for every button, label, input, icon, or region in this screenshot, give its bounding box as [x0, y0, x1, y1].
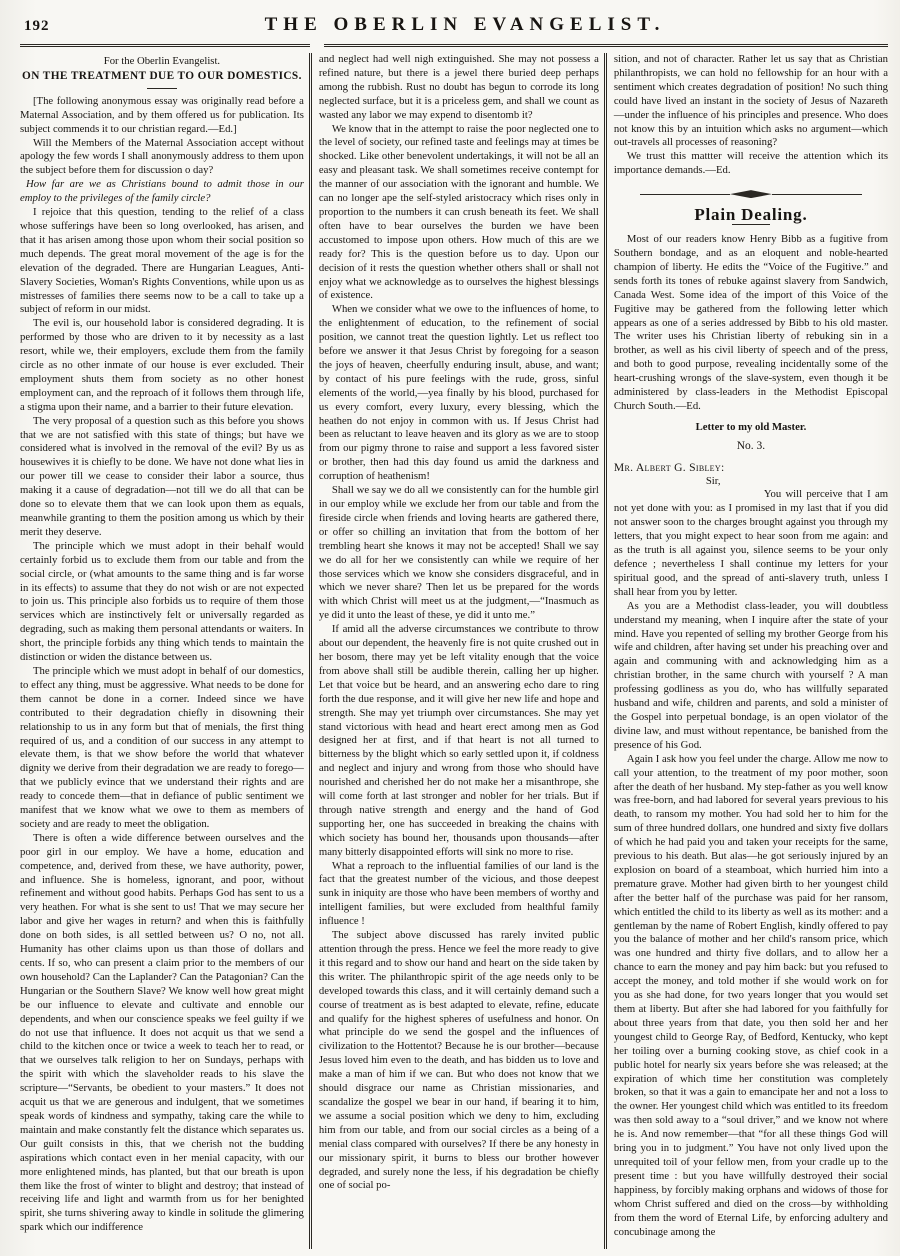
paragraph: The very proposal of a question such as this before you shows that we are not satisfied with this state of things; but have we considered what is involved in the removal of the evil? By us as housewives it is chiefly to be done. We have not done what lies in our power till we cease to consider their labor a source, thus making it a cause of degradation—not till we do all that can be done so to elevate them that we can look upon them as equals, meanwhile granting to them the position among us which by their merit they deserve.	[20, 414, 304, 538]
header-rule-right	[324, 44, 888, 47]
headline-rule	[147, 88, 177, 89]
paragraph: You will perceive that I am not yet done with you: as I promised in my last that if you did not answer soon to the charges brought against you through my letters, that you might expect to hear soon from me again: and as the truth is all against you, silence seems to be your only defence ; nevertheless I shall continue my letters for your spiritual good, and the spread of anti-slavery truth, unless I shall hear from you by letter.	[613, 488, 889, 598]
paragraph: If amid all the adverse circumstances we contribute to throw about our dependent, the heavenly fire is not quite crushed out in her bosom, there may yet be left vitality enough that the voice from above shall still be audible therein, calling her up higher. Let that voice but be heard, and an answering echo dare to ring forth the due response, and it will give her new life and hope and strength. She may yet triumph over circumstances. She may yet stand victorious with head and heart erect among men as God designed her at first, and if that heart is not all turned to bitterness by the blight which so early settled upon it, if coldness and neglect and injury and wrong from those who should have nourished and cherished her do not make her a misanthrope, she will come forth at last stronger and nobler for her trials. But if through native strength and energy and the hand of God supporting her, one has succeeded in breaking the chains with which society has bound her, thousands upon thousands—after many bitterly disappointed efforts will sink no more to rise.	[318, 623, 599, 858]
divider-line	[640, 194, 730, 195]
section-divider	[640, 190, 862, 198]
paragraph: Will the Members of the Maternal Association accept without apology the few words I shall anonymously address to them upon the subject before them for discussion o day?	[20, 136, 304, 177]
letter-addressee: Mr. Albert G. Sibley:	[613, 460, 725, 474]
paragraph: Most of our readers know Henry Bibb as a fugitive from Southern bondage, and as an eloquent and noble-hearted champion of liberty. He edits the “Voice of the Fugitive.” and sends forth its tones of rebuke against slavery from Sandwich, Canada West. Some idea of the import of this Voice of the Fugitive may be gathered from the following letter which appears as one of a series addressed by Bibb to his old master. The writer uses his Christian liberty of rebuking sin in a brother, as well as his civil liberty of speech and of the press, and both to good purpose, revealing incidentally some of the heart-crushing wrongs of the slave-system, even though it be administered by class-leaders in the Methodist Episcopal Church South.—Ed.	[613, 233, 889, 412]
page-header	[0, 0, 900, 40]
editor-closing: We trust this mattter will receive the attention which its importance demands.—Ed.	[613, 150, 889, 177]
letter-number: No. 3.	[736, 439, 766, 452]
divider-diamond-icon	[730, 190, 772, 198]
paragraph: There is often a wide difference between ourselves and the poor girl in our employ. We have a home, education and competence, and, derived from these, we have authority, power, and influence. She is homeless, ignorant, and poor, without refinement and without good habits. Perhaps God has sent to us a very heathen. For what is she sent to us! That we may secure her labor and give her wages in return? and when this is faithfully done on both sides, is all settled between us? O no, not all. Humanity has other claims upon us than those of dollars and cents. If so, who can present a claim prior to the members of our own household? Can the Laplander? Can the Patagonian? Can the Hungarian or the Southern Slave? We know well how great might be our influence to elevate and cultivate and ennoble our dependents, and when our conscience speaks we feel guilty if we do not use that influence. It does not acquit us that we send a child to the kitchen once or twice a week to teach her to read, or that we ourselves talk religion to her on Sundays, perhaps with the spirit with which the slaveholder reads to his slave the scripture—“Servants, be obedient to your masters.” It does not acquit us that we are generous and indulgent, that we sometimes speak words of kindness and sympathy, taking care the while to maintain and make constantly felt the distance which separates us. Our guilt consists in this, that we cherish not the budding aspirations which contact even in her menial capacity, with our more enlightened minds, has planted, but that our breath is upon them like the frost of winter to blight and destroy; that instead of receiving life and light and warmth from us for her benighted spirit, she turns shivering away to kindle in solitude the glimering spark which our indifference	[20, 831, 304, 1234]
masthead-title: THE OBERLIN EVANGELIST.	[264, 14, 666, 35]
article-headline: ON THE TREATMENT DUE TO OUR DOMESTICS.	[22, 69, 302, 82]
paragraph: I rejoice that this question, tending to the relief of a class whose sufferings have been so long overlooked, has arisen, and that it has arisen among those upon whom their social position so much depends. The great moral movement of the age is for the elevation of the degraded. There are Hungarian Leagues, Anti-Slavery Societies, Woman's Rights Conventions, while upon us as mistresses of families there seems now to be a call to take up a subject of reform in our midst.	[20, 206, 304, 316]
paragraph: The subject above discussed has rarely invited public attention through the press. Hence we feel the more ready to give it this regard and to show our hand and heart on the side taken by this writer. The philanthropic spirit of the age needs only to be developed towards this class, and it will certainly demand such a course of treatment as is best adapted to elevate, refine, educate and qualify for the highest spheres of usefulness and honor. On what principle do we send the gospel and the influences of civilization to the Hottentot? Because he is our brother—because Jesus loved him even to the death, and has bidden us to love and make a man of him if we can. But who does not know that we should disgrace our name as Christian missionaries, and scandalize the gospel we bear in our hand, if bearing it to him, we assume a social position which we deny to him, excluding him from our table, and from our social circles as a being of a menial class compared with ourselves? If there be any honesty in our missionary spirit, it burns to bless our brother however degraded, and surely none the less, if his degradation be chiefly one of social po-	[318, 929, 599, 1192]
paragraph: The evil is, our household labor is considered degrading. It is performed by those who are driven to it by necessity as a last resort, while we, their employers, exclude them from the family circle as no other inmate of our house is ever excluded. Their employment shuts them from society as no other honest employment can, and the reproach of it follows them through life, a stigma upon their name, and a barrier to their future elevation.	[20, 317, 304, 413]
column-layout	[0, 47, 900, 1249]
paragraph: Shall we say we do all we consistently can for the humble girl in our employ while we exclude her from our table and from the fireside circle when friends and loving hearts are gathered there, or offer so chilling an invitation that from the bottom of her trembling heart she knows it may not be accepted! Shall we say we do all for her we consistently can while we require of her those services which we know she considers disgraceful, and in which we never share? Then let us be prepared for the words with which Christ will meet us at the judgment,—“Inasmuch as ye did it unto the least of these, ye did it unto me.”	[318, 484, 599, 622]
header-rule-left	[20, 44, 310, 47]
column-3	[604, 53, 890, 1249]
column-1	[20, 53, 309, 1249]
paragraph: What a reproach to the influential families of our land is the fact that the greatest number of the vicious, and those deepest sunk in iniquity are those who have been members of worthy and intelligent families, but were excluded from healthful family influence !	[318, 859, 599, 928]
article-attribution: For the Oberlin Evangelist.	[103, 55, 221, 67]
paragraph: The principle which we must adopt in their behalf would certainly forbid us to exclude them from our table and from the social circle, or (what amounts to the same thing and is far worse in its effects) to assume that they do not wish or are not expected to join us. This principle also forbids us to require of them those services which are instinctively felt or universally regarded as degrading, such as making them personal attendants or waiters. In short, the principle forbids any thing which tends to maintain the distinction or widen the distance between us.	[20, 539, 304, 664]
section-title: Plain Dealing.	[694, 205, 808, 225]
divider-line	[772, 194, 862, 195]
paragraph-question: How far are we as Christians bound to admit those in our employ to the privileges of the family circle?	[20, 178, 304, 205]
letter-title: Letter to my old Master.	[695, 420, 807, 433]
column-2	[309, 53, 604, 1249]
paragraph: As you are a Methodist class-leader, you will doubtless understand my meaning, when I inquire after the state of your mind. Have you repented of selling my brother George from his wife and children, after having set under his preaching over and again and communing with and acknowledging him as a christian brother, in the same church with yourself ? A man professing godliness as you do, who has willfully separated husband and wife, children and parents, and sold a minister of the Gospel into perpetual bondage, is an open violator of the divine law, and must without repentance, be banished from the presence of his God.	[613, 599, 889, 751]
header-rules	[0, 40, 900, 47]
section-title-rule	[732, 224, 770, 225]
paragraph-continuation: sition, and not of character. Rather let us say that as Christian philanthropists, we can hold no fellowship for an hour with a sentiment which creates degradation of position! No such thing could have lived an instant in the society of Jesus of Nazareth—under the influence of his principles and presence. Who does not know this by an intuition which asks no argument—which out-travels all processes of reasoning?	[613, 53, 889, 149]
page-number: 192	[24, 18, 50, 34]
editor-note: [The following anonymous essay was originally read before a Maternal Association, and by them offered us for publication. Its subject commends it to our christian regard.—Ed.]	[20, 94, 304, 135]
paragraph: We know that in the attempt to raise the poor neglected one to the level of society, our refined taste and feelings may at times be shocked. Like other benevolent undertakings, it will not be all an easy and pleasant task. We shall sometimes receive contempt for the manner of our association with the ignorant and humble. We can no longer ape the self-styled aristocracy which rises only in proportion to the numbers it can crush beneath its feet. We shall often have to bear ourselves the burden we have been accustomed to impose upon others. How much of this are we ready for? This is the question before us to day. Upon our decision of it rests the question whether others shall or shall not enjoy what we acknowledge as to ourselves the highest blessings of existence.	[318, 122, 599, 302]
paragraph: When we consider what we owe to the influences of home, to the enlightenment of education, to the refinement of social position, we cannot treat the question lightly. Let us reflect too before we answer it that Jesus Christ by foregoing for a season the joys of heaven, cheerfully enduring insult, abuse, and want; by contact of his pure feelings with the rude, gross, sinful elements of the world,—yea finally by his blood, purchased for us every comfort, every luxury, every blessing, which the heathen do not enjoy in common with us. If Jesus Christ had been as reluctant to leave heaven and its glory as we are to stoop from our pigmy throne to raise and support a less favored sister or brother, then had this day found us amid the darkness and corruption of heathenism!	[318, 303, 599, 483]
paragraph-continuation: and neglect had well nigh extinguished. She may not possess a refined nature, but there is a jewel there buried deep perhaps among the rubbish. Rust no doubt has begun to corrode its long neglected surface, but it is a priceless gem, and shall we count as wasted any labor we may expend to disentomb it?	[318, 53, 599, 121]
paragraph: The principle which we must adopt in behalf of our domestics, to effect any thing, must be aggressive. What needs to be done for them cannot be done in a corner. Indeed since we have contributed to their degradation chiefly in disowning their relationship to us in any form but that of menials, the first thing required of us, and a condition of our success in any attempt to elevate them, is that we show before the world that whatever dignity we derive from their degradation we are ready to forego—that we publicly evince that we understand their rights and are ready to concede them—that in defiance of public sentiment we manifest that we know what we owe to them as members of society and are ready to meet the obligation.	[20, 664, 304, 830]
paragraph: Again I ask how you feel under the charge. Allow me now to call your attention, to the treatment of my poor mother, soon after the death of her husband. My step-father as you well know was free-born, and had labored for several years previous to his death, to ransom my mother. You had sold her to him for the sum of three hundred dollars, one hundred and sixty five dollars of which he had paid you and taken your receipts for the same, previous to his death. But alas—he got seriously injured by an explosion on board of a steamboat, which hurried him into a premature grave. Mother had given birth to her youngest child after the better half of the purchase was paid for her ransom, which entitled the child to its liberty as well as its mother: and a gentleman by the name of Robert English, kindly offered to pay you the balance of mother and her child's ransom price, which was one hundred and thirty five dollars, and to allow her a chance to earn the money and pay him back: but you refused to accept the money, and told mother if she would work on for you as she had done, for two years longer that you would set them at liberty. But after she had labored for you faithfully for about three years from that date, you then sold her and her youngest child to George Ray, of Bedford, Kentucky, who kept her toiling over a burning cooking stove, as chief cook in a public hotel for nearly six years before she was released; at the expiration of which time her constitution was completely broken, so that it was a gain to emancipate her and not a loss to the owner. Her youngest child which was entitled to its freedom was then sold away to a “soul driver,” and we know not where he is. And now remember—that “for all these things God will bring you in to judgment.” You have not only lived upon the unrequited toil of your fellow men, from your cradle up to the present time : but you have willfully destroyed their social happiness, by forcibly making orphans and widows of those for whom Christ suffered and died on the cross—by withholding from them the word of Eternal Life, by enforcing adultery and concubinage among the	[613, 752, 889, 1238]
letter-salutation: Sir,	[705, 474, 721, 487]
